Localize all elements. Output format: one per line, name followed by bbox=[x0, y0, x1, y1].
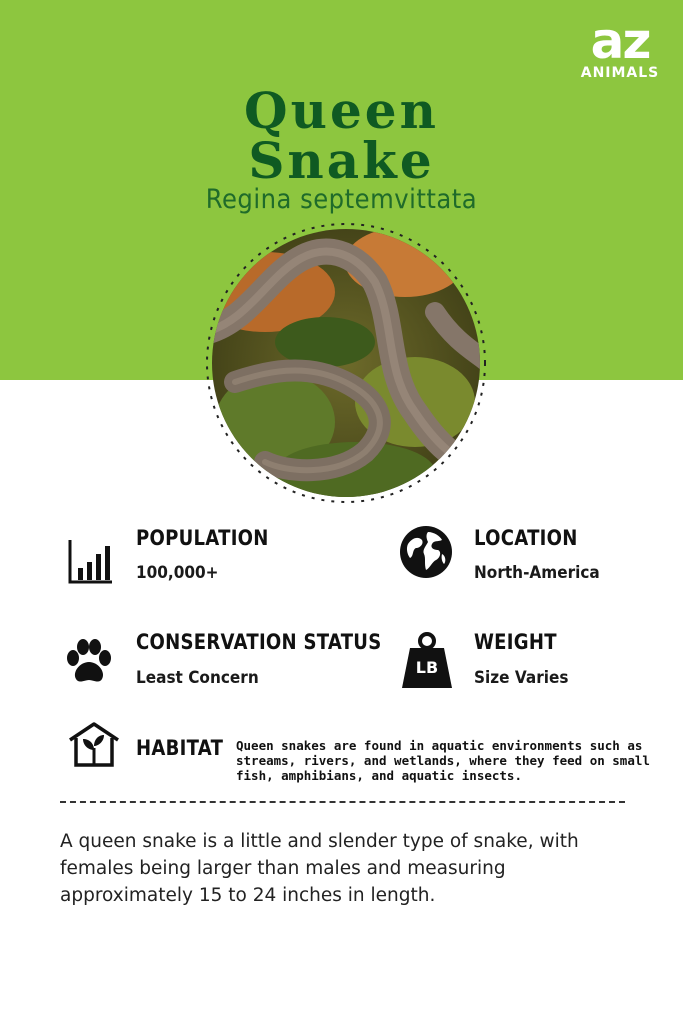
paw-icon bbox=[64, 638, 114, 684]
house-plant-icon bbox=[66, 720, 122, 768]
bar-chart-icon bbox=[66, 538, 114, 586]
page-title-line1: Queen bbox=[244, 81, 439, 140]
population-value: 100,000+ bbox=[136, 563, 219, 583]
weight-label: WEIGHT bbox=[474, 630, 557, 654]
species-description: A queen snake is a little and slender type of snake, with females being larger than males and measuring approximately 15 to 24 inches in length. bbox=[60, 831, 579, 906]
logo-mark: az bbox=[590, 12, 650, 70]
weight-icon bbox=[400, 632, 454, 690]
snake-photo bbox=[205, 222, 487, 504]
weight-icon-text: LB bbox=[415, 658, 439, 677]
logo-wordmark: ANIMALS bbox=[580, 65, 660, 81]
location-value: North-America bbox=[474, 563, 600, 583]
conservation-label: CONSERVATION STATUS bbox=[136, 630, 382, 654]
page-title-line2: Snake bbox=[248, 131, 435, 190]
location-label: LOCATION bbox=[474, 526, 578, 550]
habitat-description: Queen snakes are found in aquatic environments such as streams, rivers, and wetlands, where they feed on small fish, amphibians, and aquatic insects. bbox=[236, 738, 650, 783]
habitat-label: HABITAT bbox=[136, 736, 224, 760]
scientific-name: Regina septemvittata bbox=[205, 184, 478, 215]
weight-value: Size Varies bbox=[474, 668, 569, 688]
az-animals-logo[interactable] bbox=[579, 12, 661, 82]
conservation-value: Least Concern bbox=[136, 668, 259, 688]
population-label: POPULATION bbox=[136, 526, 269, 550]
globe-icon bbox=[398, 524, 454, 580]
section-divider bbox=[60, 801, 625, 803]
